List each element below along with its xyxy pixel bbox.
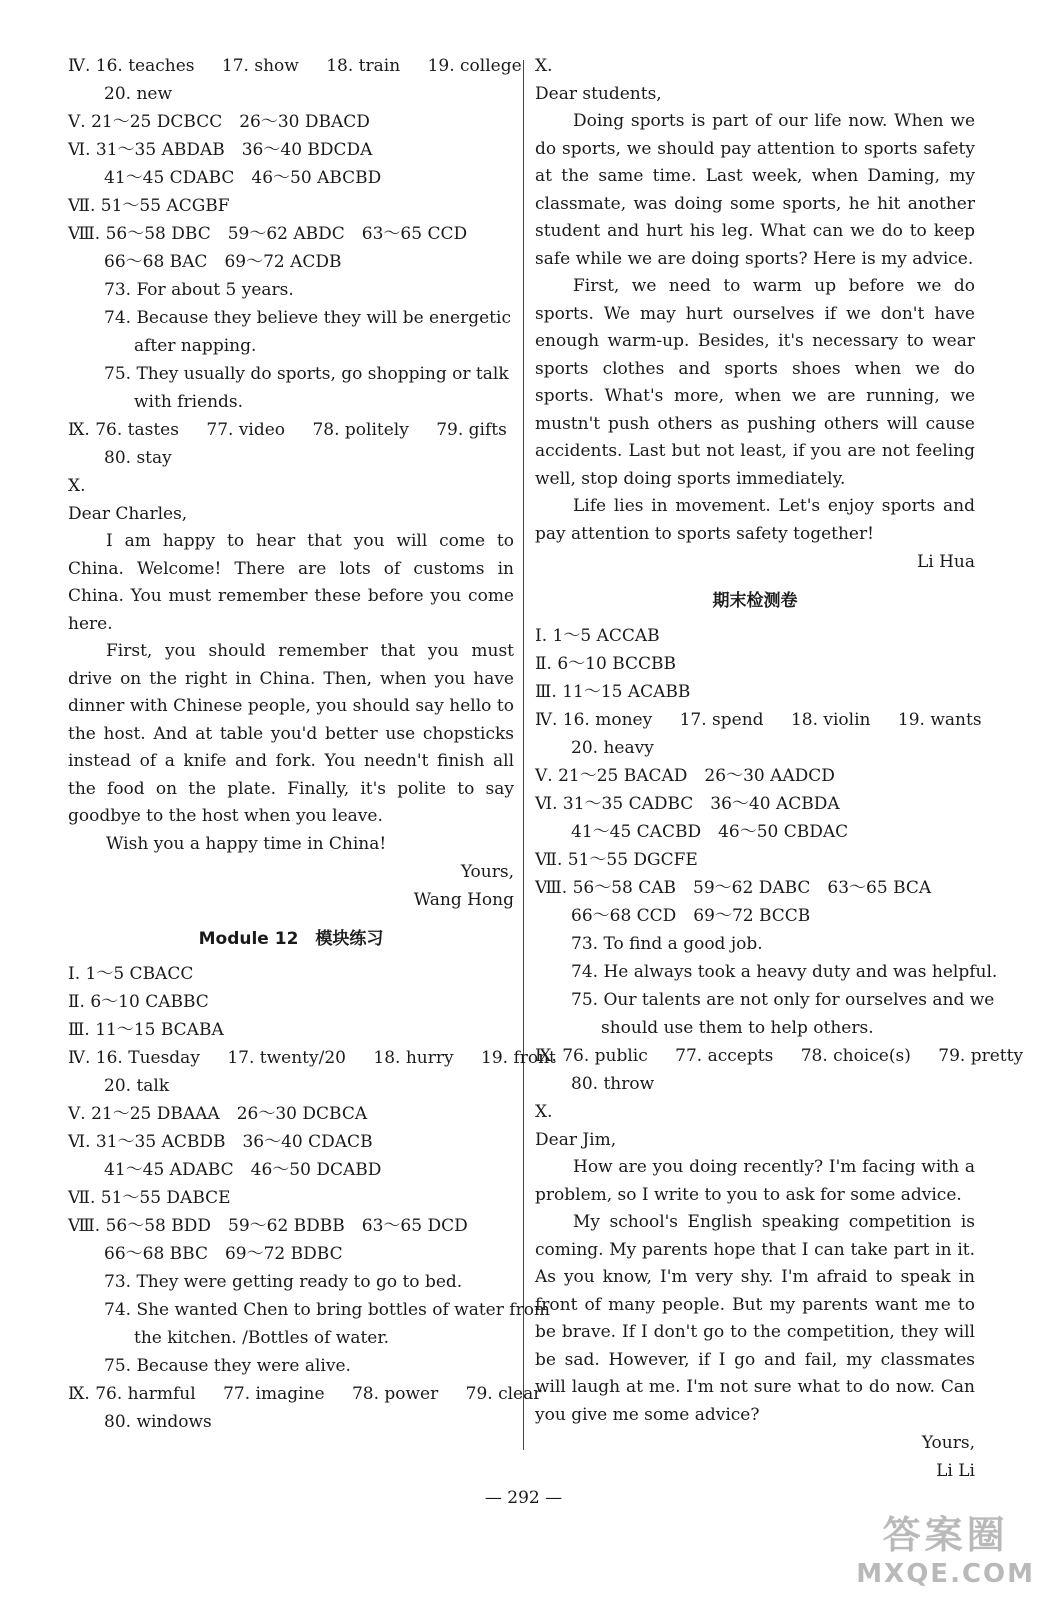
letter-paragraph: Doing sports is part of our life now. When we do sports, we should pay attention to sports safety at the same time. Last week, when Daming, my classmate, was doing some sports, he hit another student and hurt his leg. What can we do to keep safe while we are doing sports? Here is my advice. <box>535 111 975 269</box>
answer-line <box>535 1042 1024 1070</box>
answer-line <box>68 1044 556 1072</box>
answer-line: 66～68 BAC 69～72 ACDB <box>104 252 342 272</box>
answer-line: Ⅶ. 51～55 DABCE <box>68 1188 231 1208</box>
answer-line: Ⅰ. 1～5 CBACC <box>68 964 194 984</box>
answer-line: Ⅴ. 21～25 BACAD 26～30 AADCD <box>535 766 835 786</box>
watermark-logo <box>856 1504 1035 1589</box>
answer-item: 19. college <box>427 56 522 76</box>
answer-line: 74. Because they believe they will be energetic <box>104 308 511 328</box>
letter-salutation: Dear Charles, <box>68 504 188 524</box>
answer-line: 41～45 CACBD 46～50 CBDAC <box>571 822 849 842</box>
answer-line: Ⅷ. 56～58 CAB 59～62 DABC 63～65 BCA <box>535 878 932 898</box>
answer-item: 17. spend <box>679 710 764 730</box>
answer-item: 79. pretty <box>938 1046 1024 1066</box>
answer-item: 17. show <box>221 56 299 76</box>
answer-line: 66～68 BBC 69～72 BDBC <box>104 1244 343 1264</box>
answer-line: Ⅵ. 31～35 ABDAB 36～40 BDCDA <box>68 140 373 160</box>
answer-item: 78. power <box>351 1384 439 1404</box>
letter-signature: Li Hua <box>916 552 975 572</box>
letter-charles <box>68 500 514 914</box>
answer-item: Ⅳ. 16. Tuesday <box>68 1048 200 1068</box>
answer-line: 66～68 CCD 69～72 BCCB <box>571 906 811 926</box>
answer-line: 20. heavy <box>571 738 654 758</box>
answer-line: after napping. <box>134 336 257 356</box>
answer-line: 80. stay <box>104 448 172 468</box>
letter-salutation: Dear students, <box>535 84 662 104</box>
watermark-url: MXQE.COM <box>856 1559 1035 1589</box>
letter-closing: Yours, <box>921 1433 975 1453</box>
letter-signature: Wang Hong <box>413 890 514 910</box>
answer-line: 75. Our talents are not only for ourselves and we <box>571 990 995 1010</box>
answer-line: the kitchen. /Bottles of water. <box>134 1328 390 1348</box>
letter-paragraph: I am happy to hear that you will come to China. Welcome! There are lots of customs in China. You must remember these before you come here. <box>68 531 514 634</box>
answer-line: 20. new <box>104 84 172 104</box>
section-heading: Module 12 模块练习 <box>198 929 384 949</box>
answer-item: Ⅸ. 76. tastes <box>68 420 179 440</box>
answer-item: Ⅳ. 16. teaches <box>68 56 195 76</box>
section-label: Ⅹ. <box>535 56 553 76</box>
answer-line: with friends. <box>134 392 244 412</box>
answer-line: Ⅴ. 21～25 DCBCC 26～30 DBACD <box>68 112 370 132</box>
letter-paragraph: First, you should remember that you must drive on the right in China. Then, when you have dinner with Chinese people, you should say hello to the host. And at table you'd better use chopsticks instead of a knife and fork. You needn't finish all the food on the plate. Finally, it's polite to say goodbye to the host when you leave. <box>68 641 514 826</box>
answer-line: 80. windows <box>104 1412 212 1432</box>
letter-paragraph: Life lies in movement. Let's enjoy sports and pay attention to sports safety together! <box>535 496 975 544</box>
answer-line: Ⅰ. 1～5 ACCAB <box>535 626 660 646</box>
letter-paragraph: How are you doing recently? I'm facing with a problem, so I write to you to ask for some advice. <box>535 1157 975 1205</box>
letter-paragraph: My school's English speaking competition is coming. My parents hope that I can take part in it. As you know, I'm very shy. I'm afraid to speak in front of many people. But my parents want me to be brave. If I don't go to the competition, they will be sad. However, if I go and fail, my classmates will laugh at me. I'm not sure what to do now. Can you give me some advice? <box>535 1212 975 1425</box>
letter-closing: Yours, <box>460 862 514 882</box>
answer-line <box>68 1380 542 1408</box>
answer-line: Ⅶ. 51～55 DGCFE <box>535 850 698 870</box>
section-heading: 期末检测卷 <box>712 591 798 611</box>
letter-signature: Li Li <box>936 1461 975 1481</box>
answer-line: 74. She wanted Chen to bring bottles of water from <box>104 1300 551 1320</box>
answer-item: 19. front <box>481 1048 556 1068</box>
answer-item: 18. violin <box>790 710 871 730</box>
answer-item: Ⅳ. 16. money <box>535 710 653 730</box>
answer-item: 18. train <box>326 56 401 76</box>
section-label: Ⅹ. <box>68 476 86 496</box>
answer-line: 74. He always took a heavy duty and was helpful. <box>571 962 998 982</box>
answer-item: Ⅸ. 76. harmful <box>68 1384 196 1404</box>
letter-paragraph: Wish you a happy time in China! <box>106 833 387 854</box>
answer-line: 75. Because they were alive. <box>104 1356 351 1376</box>
answer-item: 79. gifts <box>436 420 507 440</box>
letter-jim <box>535 1126 975 1485</box>
answer-line: Ⅷ. 56～58 BDD 59～62 BDBB 63～65 DCD <box>68 1216 468 1236</box>
answer-line: Ⅲ. 11～15 ACABB <box>535 682 691 702</box>
answer-line <box>535 706 982 734</box>
answer-item: 77. accepts <box>675 1046 774 1066</box>
answer-line: 75. They usually do sports, go shopping or talk <box>104 364 509 384</box>
left-column <box>68 52 556 1436</box>
answer-item: 78. politely <box>312 420 409 440</box>
answer-line: 41～45 CDABC 46～50 ABCBD <box>104 168 382 188</box>
answer-line: Ⅴ. 21～25 DBAAA 26～30 DCBCA <box>68 1104 368 1124</box>
watermark-text: 答案圈 <box>882 1513 1009 1557</box>
answer-item: Ⅸ. 76. public <box>535 1046 648 1066</box>
answer-line: Ⅵ. 31～35 CADBC 36～40 ACBDA <box>535 794 840 814</box>
column-divider <box>523 60 524 1450</box>
answer-line: Ⅷ. 56～58 DBC 59～62 ABDC 63～65 CCD <box>68 224 468 244</box>
answer-line: Ⅱ. 6～10 BCCBB <box>535 654 677 674</box>
answer-item: 17. twenty/20 <box>227 1048 346 1068</box>
page-number: — 292 — <box>484 1488 563 1508</box>
answer-line: 73. They were getting ready to go to bed. <box>104 1272 463 1292</box>
answer-line: Ⅲ. 11～15 BCABA <box>68 1020 224 1040</box>
answer-line: 73. For about 5 years. <box>104 280 294 300</box>
answer-item: 77. imagine <box>223 1384 325 1404</box>
letter-paragraph: First, we need to warm up before we do sports. We may hurt ourselves if we don't have enough warm-up. Besides, it's necessary to wear sports clothes and sports shoes when we do sports. What's more, when we are running, we mustn't push others as pushing others will cause accidents. Last but not least, if you are not feeling well, stop doing sports immediately. <box>535 276 975 489</box>
answer-line <box>68 416 514 444</box>
letter-salutation: Dear Jim, <box>535 1130 617 1150</box>
answer-line: 41～45 ADABC 46～50 DCABD <box>104 1160 382 1180</box>
section-label: Ⅹ. <box>535 1102 553 1122</box>
letter-students <box>535 80 975 576</box>
answer-item: 77. video <box>206 420 286 440</box>
answer-line: 20. talk <box>104 1076 170 1096</box>
answer-item: 19. wants <box>897 710 982 730</box>
answer-line <box>68 52 522 80</box>
answer-line: should use them to help others. <box>601 1018 874 1038</box>
right-column <box>535 52 1024 1485</box>
answer-line: 73. To find a good job. <box>571 934 763 954</box>
answer-line: 80. throw <box>571 1074 655 1094</box>
answer-line: Ⅵ. 31～35 ACBDB 36～40 CDACB <box>68 1132 373 1152</box>
answer-item: 18. hurry <box>373 1048 454 1068</box>
answer-line: Ⅱ. 6～10 CABBC <box>68 992 209 1012</box>
answer-item: 79. clear <box>465 1384 542 1404</box>
answer-item: 78. choice(s) <box>800 1046 911 1066</box>
answer-line: Ⅶ. 51～55 ACGBF <box>68 196 230 216</box>
